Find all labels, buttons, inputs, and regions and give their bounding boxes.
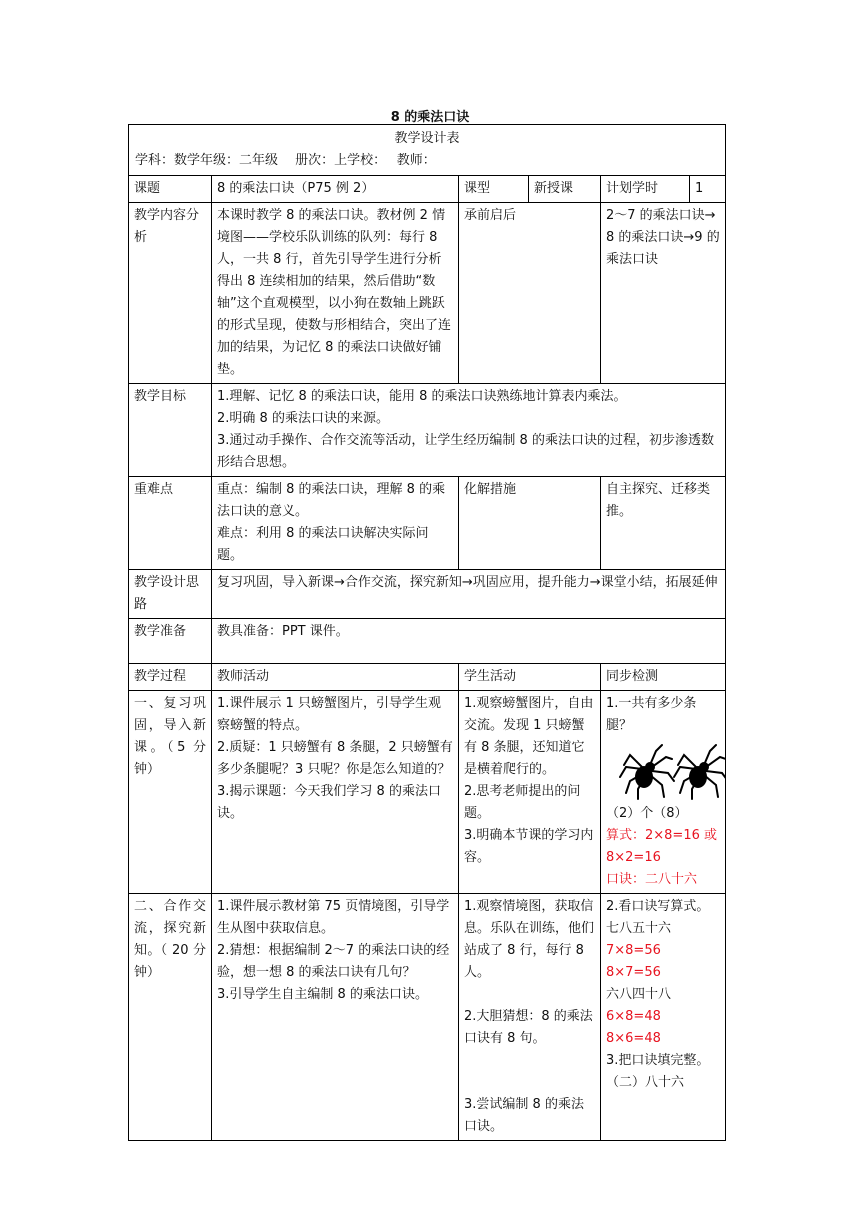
- col-process: 教学过程: [129, 664, 212, 691]
- label-prep: 教学准备: [129, 619, 212, 664]
- analysis-text: 本课时教学 8 的乘法口诀。教材例 2 情境图——学校乐队训练的队列：每行 8 人，一共 8 行，首先引导学生进行分析得出 8 连续相加的结果，然后借助“数轴”这个直观模型，以小狗在数轴上跳跃的形式呈现，使数与形相结合，突出了连加的结果，为记忆 8 的乘法口诀做好铺垫。: [212, 203, 459, 384]
- goals-row: [129, 384, 726, 477]
- meta-line: 学科：数学年级：二年级 册次：上学校： 教师：: [135, 153, 436, 168]
- check-question: 1.一共有多少条腿？: [606, 696, 697, 733]
- label-hours: 计划学时: [601, 176, 690, 202]
- check-formula: 算式：2×8=16 或 8×2=16: [606, 828, 718, 865]
- check-fill: （2）个（8）: [606, 806, 688, 821]
- teacher-activity: 3.揭示课题：今天我们学习 8 的乘法口诀。: [217, 784, 441, 821]
- label-goals: 教学目标: [129, 384, 212, 477]
- type-value: 新授课: [529, 176, 601, 203]
- lesson-plan-table: [128, 124, 726, 1141]
- rhyme-line: 六八四十八: [606, 987, 672, 1002]
- check-question: 2.看口诀写算式。: [606, 899, 710, 914]
- table-title: 教学设计表: [394, 131, 460, 146]
- label-keypoints: 重难点: [129, 477, 212, 570]
- goal-item: 1.理解、记忆 8 的乘法口诀，能用 8 的乘法口诀熟练地计算表内乘法。: [217, 389, 627, 404]
- topic-row: [129, 176, 726, 203]
- analysis-row: [129, 203, 726, 384]
- stage2-name: 二、合作交流，探究新知。（ 20 分钟）: [129, 894, 212, 1141]
- col-check: 同步检测: [601, 664, 726, 691]
- goal-item: 2.明确 8 的乘法口诀的来源。: [217, 411, 389, 426]
- student-activity: 2.大胆猜想：8 的乘法口诀有 8 句。: [464, 1009, 593, 1046]
- spider-icon: [616, 737, 726, 801]
- prep-text: 教具准备：PPT 课件。: [212, 619, 726, 664]
- stage2-row: [129, 894, 726, 1141]
- label-topic: 课题: [129, 176, 212, 203]
- student-activity: 3.尝试编制 8 的乘法口诀。: [464, 1097, 584, 1134]
- prep-row: [129, 619, 726, 664]
- check-fill: （二）八十六: [606, 1075, 685, 1090]
- label-design: 教学设计思路: [129, 570, 212, 619]
- answer-line: 8×6=48: [606, 1031, 661, 1046]
- design-text: 复习巩固，导入新课→合作交流，探究新知→巩固应用，提升能力→课堂小结，拓展延伸: [212, 570, 726, 619]
- col-student: 学生活动: [459, 664, 601, 691]
- process-header-row: [129, 664, 726, 691]
- link-text: 2～7 的乘法口诀→8 的乘法口诀→9 的乘法口诀: [601, 203, 726, 384]
- spider-images: [606, 737, 720, 803]
- col-teacher: 教师活动: [212, 664, 459, 691]
- keypoints-row: [129, 477, 726, 570]
- stage1-name: 一、复习巩固，导入新课。（5 分钟）: [129, 691, 212, 894]
- design-row: [129, 570, 726, 619]
- label-type: 课型: [459, 176, 529, 203]
- check-rhyme: 口诀：二八十六: [606, 872, 698, 887]
- difficult-point: 难点：利用 8 的乘法口诀解决实际问题。: [217, 526, 429, 563]
- rhyme-line: 七八五十六: [606, 921, 672, 936]
- label-link: 承前启后: [459, 203, 601, 384]
- check-question: 3.把口诀填完整。: [606, 1053, 710, 1068]
- label-analysis: 教学内容分析: [129, 203, 212, 384]
- teacher-activity: 3.引导学生自主编制 8 的乘法口诀。: [217, 987, 428, 1002]
- header-row: [129, 125, 726, 176]
- student-activity: 3.明确本节课的学习内容。: [464, 828, 594, 865]
- topic-value: 8 的乘法口诀（P75 例 2）: [212, 176, 459, 203]
- stage1-row: [129, 691, 726, 894]
- label-method: 化解措施: [459, 477, 601, 570]
- document-title: 8 的乘法口诀: [390, 110, 470, 125]
- goal-item: 3.通过动手操作、合作交流等活动，让学生经历编制 8 的乘法口诀的过程，初步渗透数形结合思想。: [217, 433, 714, 470]
- method-text: 自主探究、迁移类推。: [601, 477, 726, 570]
- answer-line: 6×8=48: [606, 1009, 661, 1024]
- answer-line: 7×8=56: [606, 943, 661, 958]
- goals-list: [212, 384, 726, 477]
- teacher-activity: 2.质疑：1 只螃蟹有 8 条腿，2 只螃蟹有多少条腿呢？3 只呢？你是怎么知道的？: [217, 740, 453, 777]
- teacher-activity: 1.课件展示教材第 75 页情境图，引导学生从图中获取信息。: [217, 899, 450, 936]
- student-activity: 2.思考老师提出的问题。: [464, 784, 581, 821]
- teacher-activity: 1.课件展示 1 只螃蟹图片，引导学生观察螃蟹的特点。: [217, 696, 441, 733]
- teacher-activity: 2.猜想：根据编制 2～7 的乘法口诀的经验，想一想 8 的乘法口诀有几句？: [217, 943, 450, 980]
- answer-line: 8×7=56: [606, 965, 661, 980]
- student-activity: 1.观察螃蟹图片，自由交流。发现 1 只螃蟹有 8 条腿，还知道它是横着爬行的。: [464, 696, 594, 777]
- student-activity: 1.观察情境图，获取信息。乐队在训练，他们站成了 8 行，每行 8 人。: [464, 899, 595, 980]
- key-point: 重点：编制 8 的乘法口诀，理解 8 的乘法口诀的意义。: [217, 482, 446, 519]
- hours-value: 1: [695, 181, 704, 196]
